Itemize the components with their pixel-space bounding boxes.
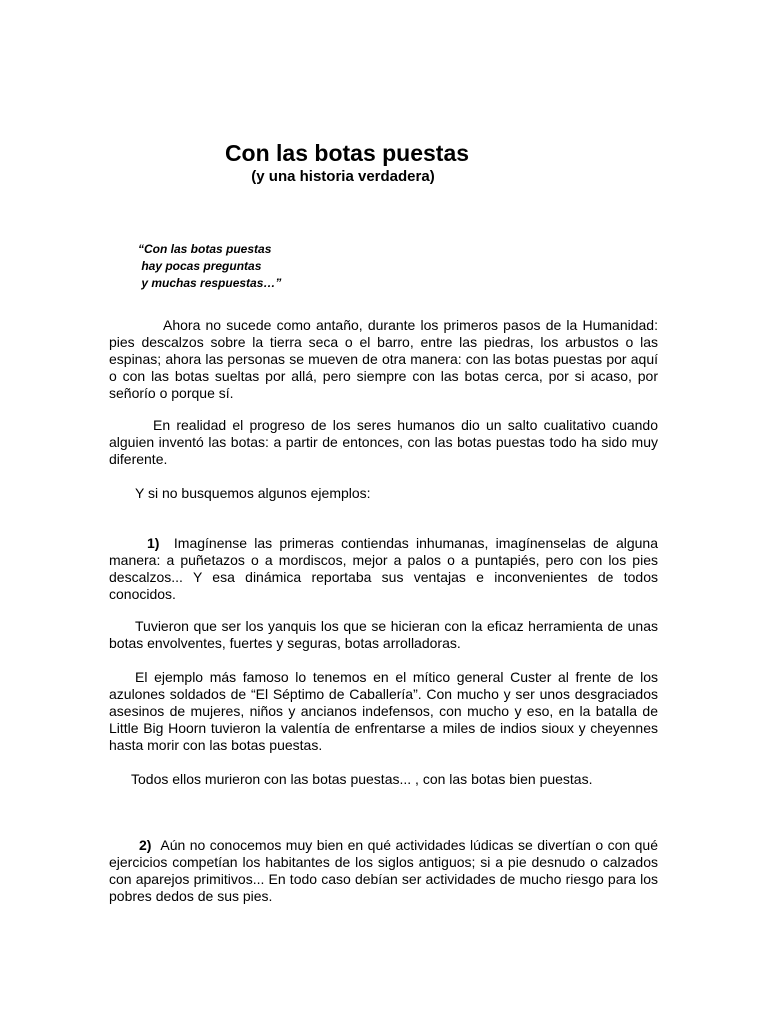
epigraph-line: “Con las botas puestas xyxy=(138,242,272,256)
epigraph-line: hay pocas preguntas xyxy=(138,259,262,273)
paragraph: Todos ellos murieron con las botas puestas... , con las botas bien puestas. xyxy=(131,771,593,787)
paragraph: Y si no busquemos algunos ejemplos: xyxy=(135,485,371,501)
paragraph-text: Imagínense las primeras contiendas inhumanas, imagínenselas de alguna manera: a puñetazos o a mordiscos, mejor a palos o a puntapiés, pero con los pies descalzos... Y esa dinámica reportaba sus ventajas e inconvenientes de todos conocidos. xyxy=(109,535,658,602)
paragraph: Tuvieron que ser los yanquis los que se hicieran con la eficaz herramienta de unas botas envolventes, fuertes y seguras, botas arrolladoras. xyxy=(109,618,658,651)
paragraph-number: 2) xyxy=(139,837,152,853)
paragraph-number: 1) xyxy=(147,535,160,551)
numbered-paragraph xyxy=(109,535,658,603)
numbered-paragraph xyxy=(109,837,658,905)
paragraph: El ejemplo más famoso lo tenemos en el mítico general Custer al frente de los azulones soldados de “El Séptimo de Caballería”. Con mucho y ser unos desgraciados asesinos de mujeres, niños y ancianos indefensos, con mucho y eso, en la batalla de Little Big Hoorn tuvieron la valentía de enfrentarse a miles de indios sioux y cheyennes hasta morir con las botas puestas. xyxy=(109,669,658,753)
paragraph: En realidad el progreso de los seres humanos dio un salto cualitativo cuando alguien inventó las botas: a partir de entonces, con las botas puestas todo ha sido muy diferente. xyxy=(109,417,658,467)
document-title: Con las botas puestas xyxy=(224,140,470,166)
document-subtitle: (y una historia verdadera) xyxy=(251,168,435,185)
epigraph-line: y muchas respuestas…” xyxy=(138,276,282,290)
paragraph: Ahora no sucede como antaño, durante los primeros pasos de la Humanidad: pies descalzos sobre la tierra seca o el barro, entre las piedras, los arbustos o las espinas; ahora las personas se mueven de otra manera: con las botas puestas por aquí o con las botas sueltas por allá, pero siempre con las botas cerca, por si acaso, por señorío o porque sí. xyxy=(109,317,658,401)
paragraph-text: Aún no conocemos muy bien en qué actividades lúdicas se divertían o con qué ejercicios competían los habitantes de los siglos antiguos; si a pie desnudo o calzados con aparejos primitivos... En todo caso debían ser actividades de mucho riesgo para los pobres dedos de sus pies. xyxy=(109,837,659,904)
epigraph xyxy=(138,241,281,292)
